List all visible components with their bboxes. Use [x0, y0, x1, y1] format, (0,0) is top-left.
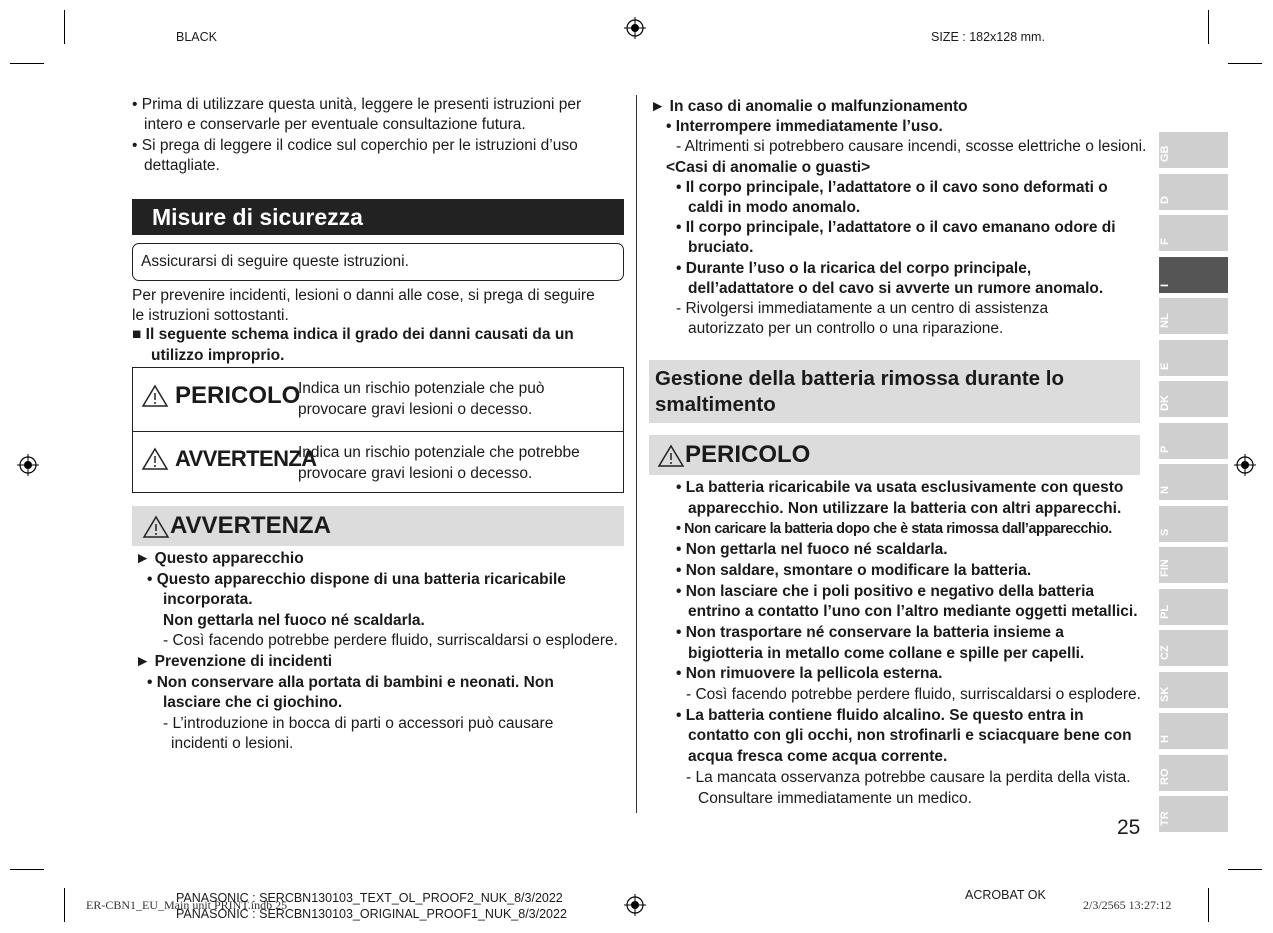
hazard-desc-line: provocare gravi lesioni o decesso. [298, 465, 533, 482]
language-tab-e[interactable] [1159, 340, 1228, 376]
language-tab-fin[interactable] [1159, 547, 1228, 583]
timestamp: 2/3/2565 13:27:12 [1083, 898, 1172, 912]
file-name: ER-CBN1_EU_Main unit PRINT.indb 25 [86, 898, 288, 912]
crop-mark [64, 888, 65, 922]
language-tab-pl[interactable] [1159, 589, 1228, 625]
text-line: - Così facendo potrebbe perdere fluido, surriscaldarsi o esplodere. [163, 632, 618, 650]
text-line: ► Prevenzione di incidenti [135, 653, 333, 670]
battery-title-line: smaltimento [655, 393, 776, 416]
text-line: • Non gettarla nel fuoco né scaldarla. [676, 541, 948, 559]
warning-triangle-icon [142, 515, 170, 539]
language-tab-label: P [1159, 445, 1171, 453]
para-line: Per prevenire incidenti, lesioni o danni alle cose, si prega di seguire [132, 287, 595, 304]
language-tab-i[interactable] [1159, 257, 1228, 293]
para-line: le istruzioni sottostanti. [132, 307, 289, 324]
text-line: - Così facendo potrebbe perdere fluido, surriscaldarsi o esplodere. [686, 686, 1141, 703]
text-line: • Non caricare la batteria dopo che è stata rimossa dall’apparecchio. [676, 521, 1112, 538]
hazard-label-text: AVVERTENZA [175, 446, 317, 471]
text-line: incidenti o lesioni. [171, 735, 294, 753]
text-line: incorporata. [163, 591, 253, 609]
hazard-label [141, 382, 300, 410]
text-line: - L’introduzione in bocca di parti o accessori può causare [163, 714, 554, 732]
text-line: - La mancata osservanza potrebbe causare la perdita della vista. [686, 768, 1131, 786]
avvertenza-header [132, 506, 624, 546]
hazard-desc [298, 378, 544, 420]
text-line: • Non rimuovere la pellicola esterna. [676, 665, 943, 683]
language-tab-p[interactable] [1159, 423, 1228, 459]
registration-mark-icon [1234, 454, 1256, 476]
proof-line: PANASONIC : SERCBN130103_ORIGINAL_PROOF1_NUK_8/3/2022 [176, 907, 567, 921]
language-tab-label: F [1159, 238, 1171, 245]
text-line: • Il corpo principale, l’adattatore o il cavo sono deformati o [676, 178, 1108, 196]
language-tab-label: NL [1159, 313, 1171, 328]
hazard-desc-line: provocare gravi lesioni o decesso. [298, 401, 533, 418]
hazard-table [132, 367, 624, 493]
text-line: - Rivolgersi immediatamente a un centro di assistenza [676, 300, 1049, 317]
pericolo-header [649, 435, 1140, 475]
text-line: bigiotteria in metallo come collane e spille per capelli. [688, 644, 1085, 662]
column-divider [636, 95, 637, 813]
hazard-label [141, 446, 317, 472]
text-line: dell’adattatore o del cavo si avverte un rumore anomalo. [688, 279, 1104, 297]
crop-mark [10, 869, 44, 870]
language-tab-label: D [1159, 195, 1171, 204]
language-tab-label: S [1159, 528, 1171, 536]
hazard-label-text: PERICOLO [175, 382, 301, 409]
language-tab-dk[interactable] [1159, 381, 1228, 417]
text-line: • Non saldare, smontare o modificare la batteria. [676, 561, 1032, 579]
language-tab-d[interactable] [1159, 174, 1228, 210]
square-bullet-line: ■ Il seguente schema indica il grado dei danni causati da un [132, 326, 574, 343]
text-line: Non gettarla nel fuoco né scaldarla. [163, 611, 425, 629]
language-tab-label: N [1159, 486, 1171, 494]
hazard-desc-line: Indica un rischio potenziale che può [298, 380, 545, 397]
color-label: BLACK [176, 30, 217, 44]
language-tab-label: TR [1159, 811, 1171, 826]
text-line: Consultare immediatamente un medico. [698, 789, 972, 807]
intro-line: dettagliate. [144, 157, 220, 174]
language-tab-sk[interactable] [1159, 672, 1228, 708]
warning-triangle-icon [657, 444, 685, 468]
page-number: 25 [1117, 816, 1141, 839]
warning-triangle-icon [141, 447, 169, 471]
crop-mark [1228, 869, 1262, 870]
text-line: • Interrompere immediatamente l’uso. [666, 118, 943, 136]
text-line: ► Questo apparecchio [135, 550, 304, 567]
crop-mark [64, 10, 65, 44]
language-tab-h[interactable] [1159, 713, 1228, 749]
hazard-row-avvertenza [133, 431, 623, 494]
language-tab-label: DK [1159, 395, 1171, 411]
text-line: bruciato. [688, 239, 754, 257]
language-tab-label: I [1159, 283, 1171, 287]
language-tab-nl[interactable] [1159, 298, 1228, 334]
text-line: ► In caso di anomalie o malfunzionamento [650, 98, 968, 115]
hazard-row-pericolo [133, 368, 623, 430]
section-title: Misure di sicurezza [132, 199, 624, 235]
instruction-box: Assicurarsi di seguire queste istruzioni. [132, 243, 624, 281]
crop-mark [1208, 888, 1209, 922]
proof-line: PANASONIC : SERCBN130103_TEXT_OL_PROOF2_NUK_8/3/2022 [176, 891, 563, 905]
intro-line: • Si prega di leggere il codice sul coperchio per le istruzioni d’uso [132, 137, 578, 154]
text-line: <Casi di anomalie o guasti> [666, 158, 871, 176]
pericolo-header-text: PERICOLO [685, 441, 811, 468]
text-line: entrino a contatto l’uno con l’altro mediante oggetti metallici. [688, 603, 1138, 621]
avvertenza-header-text: AVVERTENZA [170, 512, 331, 539]
crop-mark [10, 63, 44, 64]
text-line: • Il corpo principale, l’adattatore o il cavo emanano odore di [676, 219, 1116, 237]
square-bullet-line: utilizzo improprio. [151, 347, 285, 364]
text-line: • Questo apparecchio dispone di una batteria ricaricabile [147, 570, 566, 588]
text-line: autorizzato per un controllo o una riparazione. [688, 320, 1004, 338]
text-line: • Durante l’uso o la ricarica del corpo principale, [676, 259, 1032, 277]
text-line: acqua fresca come acqua corrente. [688, 748, 948, 766]
language-tab-n[interactable] [1159, 464, 1228, 500]
language-tab-label: PL [1159, 604, 1171, 619]
text-line: lasciare che ci giochino. [163, 694, 343, 712]
registration-mark-icon [17, 454, 39, 476]
warning-triangle-icon [141, 384, 169, 408]
text-line: - Altrimenti si potrebbero causare incendi, scosse elettriche o lesioni. [676, 138, 1147, 156]
text-line: caldi in modo anomalo. [688, 199, 861, 216]
language-tab-label: GB [1159, 145, 1171, 162]
language-tab-label: FIN [1159, 559, 1171, 577]
language-tab-f[interactable] [1159, 215, 1228, 251]
language-tab-label: E [1159, 362, 1171, 370]
text-line: • La batteria ricaricabile va usata esclusivamente con questo [676, 479, 1124, 496]
language-tab-label: CZ [1159, 645, 1171, 660]
language-tab-gb[interactable] [1159, 132, 1228, 168]
text-line: apparecchio. Non utilizzare la batteria con altri apparecchi. [688, 499, 1122, 517]
hazard-desc [298, 442, 580, 484]
battery-title [649, 360, 1140, 423]
hazard-desc-line: Indica un rischio potenziale che potrebbe [298, 444, 580, 461]
intro-line: • Prima di utilizzare questa unità, leggere le presenti istruzioni per [132, 96, 582, 113]
crop-mark [1208, 10, 1209, 44]
acrobat-label: ACROBAT OK [965, 888, 1046, 902]
text-line: contatto con gli occhi, non strofinarli e sciacquare bene con [688, 727, 1132, 745]
language-tab-tr[interactable] [1159, 796, 1228, 832]
language-tab-cz[interactable] [1159, 630, 1228, 666]
battery-title-line: Gestione della batteria rimossa durante lo [655, 367, 1064, 390]
registration-mark-icon [624, 17, 646, 39]
crop-mark [1228, 63, 1262, 64]
registration-mark-icon [624, 894, 646, 916]
size-label: SIZE : 182x128 mm. [931, 30, 1045, 44]
language-tab-label: SK [1159, 686, 1171, 702]
language-tab-s[interactable] [1159, 506, 1228, 542]
text-line: • Non trasportare né conservare la batteria insieme a [676, 623, 1064, 641]
text-line: • Non conservare alla portata di bambini e neonati. Non [147, 673, 554, 691]
text-line: • La batteria contiene fluido alcalino. Se questo entra in [676, 706, 1084, 724]
language-tab-ro[interactable] [1159, 755, 1228, 791]
text-line: • Non lasciare che i poli positivo e negativo della batteria [676, 582, 1095, 600]
language-tab-label: RO [1159, 768, 1171, 785]
language-tab-label: H [1159, 735, 1171, 743]
intro-line: intero e conservarle per eventuale consultazione futura. [144, 116, 526, 133]
